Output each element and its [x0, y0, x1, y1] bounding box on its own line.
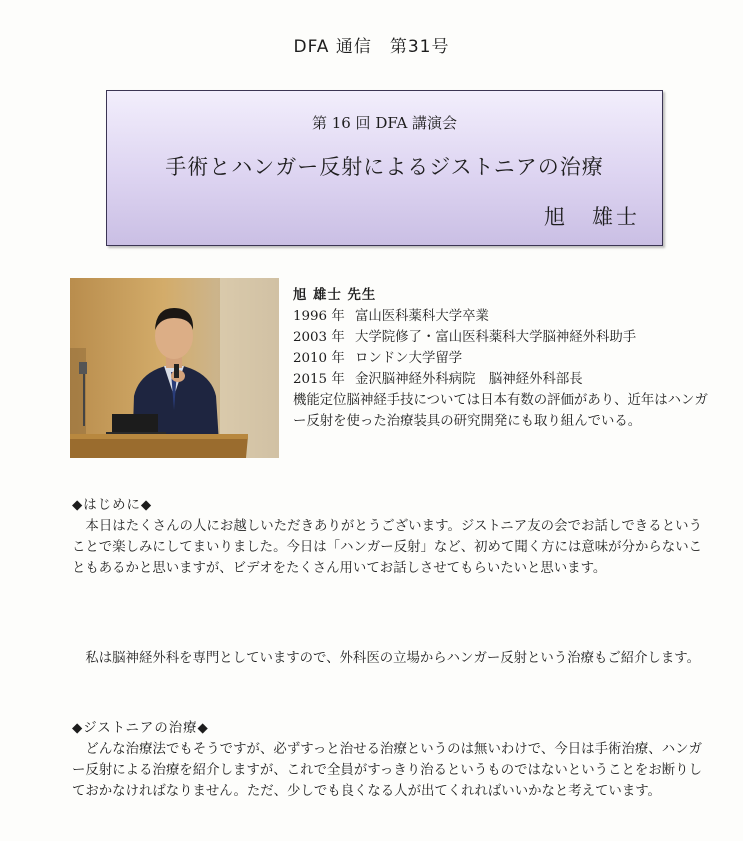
career-year: 2015 年 [293, 372, 345, 387]
career-text: 大学院修了・富山医科薬科大学脳神経外科助手 [355, 330, 637, 345]
intro-paragraph: 私は脳神経外科を専門としていますので、外科医の立場からハンガー反射という治療もご紹介します。 [85, 651, 701, 666]
speaker-name: 旭 雄士 [544, 205, 640, 229]
career-row [293, 306, 713, 327]
lecture-title: 手術とハンガー反射によるジストニアの治療 [165, 155, 604, 179]
lecture-banner [106, 90, 663, 246]
profile-bio: 機能定位脳神経手技については日本有数の評価があり、近年はハンガー反射を使った治療装具の研究開発にも取り組んでいる。 [293, 393, 708, 429]
career-year: 2010 年 [293, 351, 345, 366]
profile-name: 旭 雄士 先生 [293, 287, 377, 303]
section-heading-treatment: ◆ジストニアの治療◆ [72, 721, 209, 736]
career-text: 金沢脳神経外科病院 脳神経外科部長 [355, 372, 583, 387]
treatment-paragraph: どんな治療法でもそうですが、必ずすっと治せる治療というのは無いわけで、今日は手術治療、ハンガー反射による治療を紹介しますが、これで全員がすっきり治るというものではないということをお断りしておかなければなりません。ただ、少しでも良くなる人が出てくれればいいかなと考えています。 [72, 742, 702, 799]
career-row [293, 348, 713, 369]
newsletter-issue-title: DFA 通信 第31号 [293, 37, 450, 57]
career-year: 1996 年 [293, 309, 345, 324]
section-heading-intro: ◆はじめに◆ [72, 498, 153, 513]
career-text: 富山医科薬科大学卒業 [355, 309, 489, 324]
speaker-profile [293, 285, 713, 432]
speaker-photo [70, 278, 279, 458]
event-name: 第 16 回 DFA 講演会 [311, 114, 458, 132]
career-year: 2003 年 [293, 330, 345, 345]
career-row [293, 327, 713, 348]
career-text: ロンドン大学留学 [355, 351, 463, 366]
career-row [293, 369, 713, 390]
intro-paragraph: 本日はたくさんの人にお越しいただきありがとうございます。ジストニア友の会でお話しできるということで楽しみにしてまいりました。今日は「ハンガー反射」など、初めて聞く方には意味が分からないこともあるかと思いますが、ビデオをたくさん用いてお話しさせてもらいたいと思います。 [72, 519, 702, 576]
